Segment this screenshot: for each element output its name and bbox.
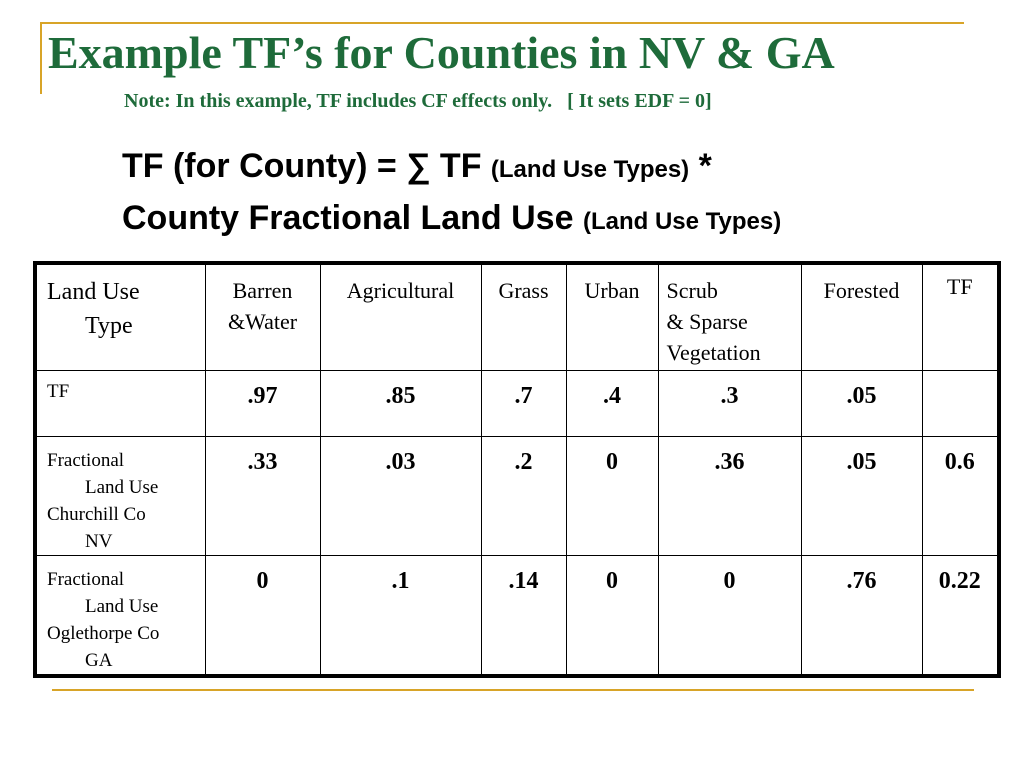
oglethorpe-label-line1: Fractional <box>47 568 125 590</box>
formula-line1-tail: * <box>689 147 712 185</box>
accent-line-vertical <box>40 22 42 94</box>
cell-oglethorpe-scrub: 0 <box>658 555 801 676</box>
churchill-label-line2: Land Use <box>85 476 159 498</box>
cell-tf-barren: .97 <box>205 370 320 436</box>
cell-churchill-urban: 0 <box>566 436 658 555</box>
header-cell-land-use-type <box>35 263 205 370</box>
header-cell-forested: Forested <box>801 263 922 370</box>
header-scrub-line1: Scrub <box>666 278 718 303</box>
header-label-line2: Type <box>85 313 133 339</box>
header-cell-urban: Urban <box>566 263 658 370</box>
formula <box>122 142 781 246</box>
oglethorpe-label-line2: Land Use <box>85 595 159 617</box>
cell-churchill-agricultural: .03 <box>320 436 481 555</box>
slide-title: Example TF’s for Counties in NV & GA <box>48 27 835 78</box>
cell-oglethorpe-urban: 0 <box>566 555 658 676</box>
churchill-label-line3: Churchill Co <box>47 503 146 525</box>
header-cell-agricultural: Agricultural <box>320 263 481 370</box>
header-cell-barren-water <box>205 263 320 370</box>
header-scrub-line3: Vegetation <box>666 340 761 365</box>
cell-tf-grass: .7 <box>481 370 566 436</box>
row-label-tf: TF <box>35 370 205 436</box>
header-label-line1: Land Use <box>47 279 140 305</box>
cell-oglethorpe-grass: .14 <box>481 555 566 676</box>
header-scrub-line2: & Sparse <box>666 309 748 334</box>
cell-tf-agricultural: .85 <box>320 370 481 436</box>
header-cell-tf: TF <box>922 263 999 370</box>
formula-line2-small: (Land Use Types) <box>582 208 782 235</box>
cell-oglethorpe-agricultural: .1 <box>320 555 481 676</box>
churchill-label-line4: NV <box>85 530 113 552</box>
table-row-churchill <box>35 436 999 555</box>
formula-line1-main: TF (for County) = ∑ TF <box>122 147 491 185</box>
cell-tf-tf <box>922 370 999 436</box>
row-label-oglethorpe <box>35 555 205 676</box>
churchill-label-line1: Fractional <box>47 449 125 471</box>
table-row-tf <box>35 370 999 436</box>
header-barren-line2: &Water <box>227 309 298 334</box>
cell-churchill-grass: .2 <box>481 436 566 555</box>
formula-line-1 <box>122 142 781 194</box>
oglethorpe-label-line3: Oglethorpe Co <box>47 622 160 644</box>
oglethorpe-label-line4: GA <box>85 649 113 671</box>
tf-table <box>33 261 1001 678</box>
cell-churchill-scrub: .36 <box>658 436 801 555</box>
formula-line1-small: (Land Use Types) <box>490 156 690 183</box>
cell-tf-urban: .4 <box>566 370 658 436</box>
cell-churchill-forested: .05 <box>801 436 922 555</box>
row-label-churchill <box>35 436 205 555</box>
header-barren-line1: Barren <box>232 278 293 303</box>
cell-tf-forested: .05 <box>801 370 922 436</box>
table-header-row <box>35 263 999 370</box>
cell-tf-scrub: .3 <box>658 370 801 436</box>
slide-note: Note: In this example, TF includes CF effects only. [ It sets EDF = 0] <box>124 90 712 112</box>
cell-oglethorpe-barren: 0 <box>205 555 320 676</box>
formula-line2-main: County Fractional Land Use <box>122 199 583 237</box>
header-cell-scrub <box>658 263 801 370</box>
accent-line-bottom <box>52 689 974 691</box>
cell-oglethorpe-tf: 0.22 <box>922 555 999 676</box>
accent-line-top <box>40 22 964 24</box>
formula-line-2 <box>122 194 781 246</box>
cell-churchill-tf: 0.6 <box>922 436 999 555</box>
header-cell-grass: Grass <box>481 263 566 370</box>
cell-oglethorpe-forested: .76 <box>801 555 922 676</box>
cell-churchill-barren: .33 <box>205 436 320 555</box>
table-row-oglethorpe <box>35 555 999 676</box>
